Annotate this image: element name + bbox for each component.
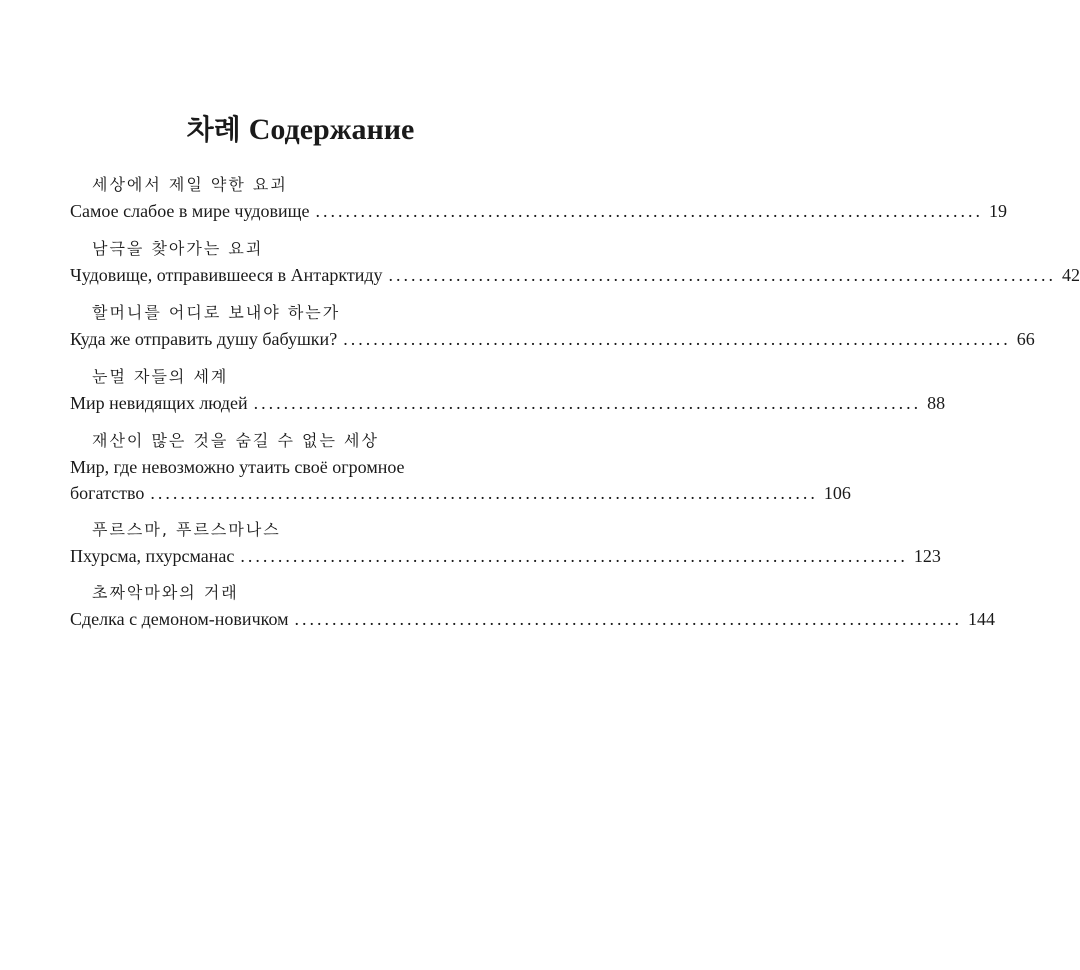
toc-entry	[70, 300, 1035, 352]
toc-entry-page-number: 88	[927, 393, 946, 413]
toc-entry-page-number: 19	[989, 201, 1007, 221]
toc-entry-russian-title-first-line: Мир, где невозможно утаить своё огромное	[70, 457, 405, 477]
toc-entry-russian-title: богатство	[70, 483, 145, 503]
dot-leader: .........................................................................................	[294, 609, 962, 629]
toc-entry-korean-title: 푸르스마, 푸르스마나스	[92, 520, 281, 539]
dot-leader: .........................................................................................	[388, 265, 1057, 285]
toc-entry-korean-title: 남극을 찾아가는 요괴	[92, 239, 264, 258]
toc-entry	[70, 517, 941, 569]
toc-entry	[70, 364, 946, 416]
toc-entry	[70, 580, 995, 632]
toc-entry-page-number: 144	[968, 609, 995, 629]
toc-entry-line	[70, 262, 1080, 288]
page-title-russian: Содержание	[248, 113, 415, 146]
toc-entry-line	[70, 198, 1007, 224]
toc-entry-page-number: 42	[1062, 265, 1080, 285]
toc-entry-russian-title: Пхурсма, пхурсманас	[70, 546, 235, 566]
toc-entry-russian-title: Куда же отправить душу бабушки?	[70, 329, 338, 349]
toc-entry-russian-title: Мир невидящих людей	[70, 393, 248, 413]
toc-entry	[70, 428, 851, 506]
toc-entry-korean-title: 세상에서 제일 약한 요괴	[92, 175, 288, 194]
dot-leader: .........................................................................................	[240, 546, 908, 566]
toc-entry	[70, 236, 1080, 288]
page-title-korean: 차례	[186, 113, 241, 146]
toc-entry-russian-title: Самое слабое в мире чудовище	[70, 201, 310, 221]
toc-entry-line	[70, 390, 946, 416]
toc-entry-line	[70, 480, 851, 506]
page-title	[0, 112, 601, 148]
dot-leader: .........................................................................................	[343, 329, 1011, 349]
toc-entry-page-number: 106	[823, 483, 851, 503]
toc-entry-russian-title: Чудовище, отправившееся в Антарктиду	[70, 265, 383, 285]
toc-entry-line	[70, 606, 995, 632]
dot-leader: .........................................................................................	[315, 201, 983, 221]
toc-entry-korean-title: 눈멀 자들의 세계	[92, 367, 229, 386]
toc-entry	[70, 172, 1007, 224]
dot-leader: .........................................................................................	[253, 393, 922, 413]
toc-entry-korean-title: 초짜악마와의 거래	[92, 583, 239, 602]
toc-entry-line	[70, 326, 1035, 352]
toc-entry-korean-title: 할머니를 어디로 보내야 하는가	[92, 303, 341, 322]
dot-leader: .........................................................................................	[150, 483, 818, 503]
toc-entry-page-number: 66	[1016, 329, 1035, 349]
toc-entry-russian-title: Сделка с демоном-новичком	[70, 609, 289, 629]
toc-entry-line	[70, 543, 941, 569]
toc-entry-page-number: 123	[913, 546, 941, 566]
toc-entry-korean-title: 재산이 많은 것을 숨길 수 없는 세상	[92, 431, 379, 450]
